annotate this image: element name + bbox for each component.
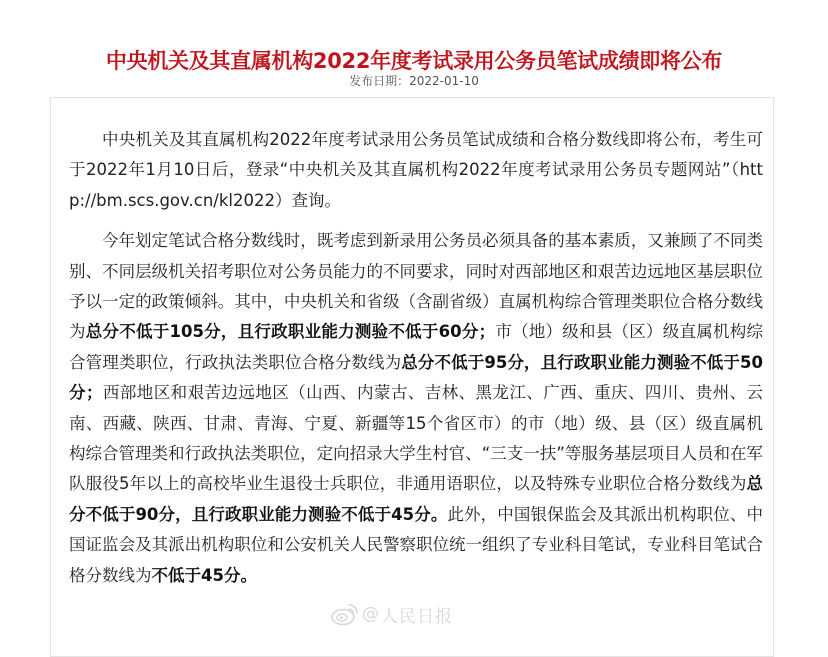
article-body [69, 125, 763, 601]
publish-date: 发布日期：2022-01-10 [349, 74, 479, 88]
text-run: 市（地）级和县（区）级直属机构综合管理类职位，行政执法类职位合格分数线为 [69, 322, 764, 372]
text-run: 今年划定笔试合格分数线时，既考虑到新录用公务员必须具备的基本素质，又兼顾了不同类别、不同层级机关招考职位对公务员能力的不同要求，同时对西部地区和艰苦边远地区基层职位予以一定的政策倾斜。其中，中央机关和省级（含副省级）直属机构综合管理类职位合格分数线为 [69, 231, 763, 342]
weibo-icon [330, 602, 360, 626]
text-run: 此外，中国银保监会及其派出机构职位、中国证监会及其派出机构职位和公安机关人民警察职位统一组织了专业科目笔试，专业科目笔试合格分数线为 [69, 504, 763, 585]
bold-text-run: 不低于45分。 [151, 565, 257, 585]
watermark-at: @ [362, 604, 380, 624]
article-paragraph [69, 125, 763, 216]
text-run: 西部地区和艰苦边远地区（山西、内蒙古、吉林、黑龙江、广西、重庆、四川、贵州、云南、西藏、陕西、甘肃、青海、宁夏、新疆等15个省区市）的市（地）级、县（区）级直属机构综合管理类和行政执法类职位，定向招录大学生村官、“三支一扶”等服务基层项目人员和在军队服役5年以上的高校毕业生退役士兵职位，非通用语职位，以及特殊专业职位合格分数线为 [69, 383, 763, 494]
article-paragraph [69, 226, 763, 591]
watermark [330, 600, 453, 628]
page-title: 中央机关及其直属机构2022年度考试录用公务员笔试成绩即将公布 [105, 49, 723, 74]
watermark-text: 人民日报 [381, 606, 453, 627]
text-run: 中央机关及其直属机构2022年度考试录用公务员笔试成绩和合格分数线即将公布，考生可于2022年1月10日后，登录“中央机关及其直属机构2022年度考试录用公务员专题网站”（http://bm.scs.gov.cn/kl2022）查询。 [69, 130, 763, 210]
bold-text-run: 总分不低于105分，且行政职业能力测验不低于60分； [85, 322, 496, 342]
bold-text-run: 总分不低于90分，且行政职业能力测验不低于45分。 [69, 474, 763, 524]
bold-text-run: 总分不低于95分，且行政职业能力测验不低于50分； [69, 352, 763, 403]
